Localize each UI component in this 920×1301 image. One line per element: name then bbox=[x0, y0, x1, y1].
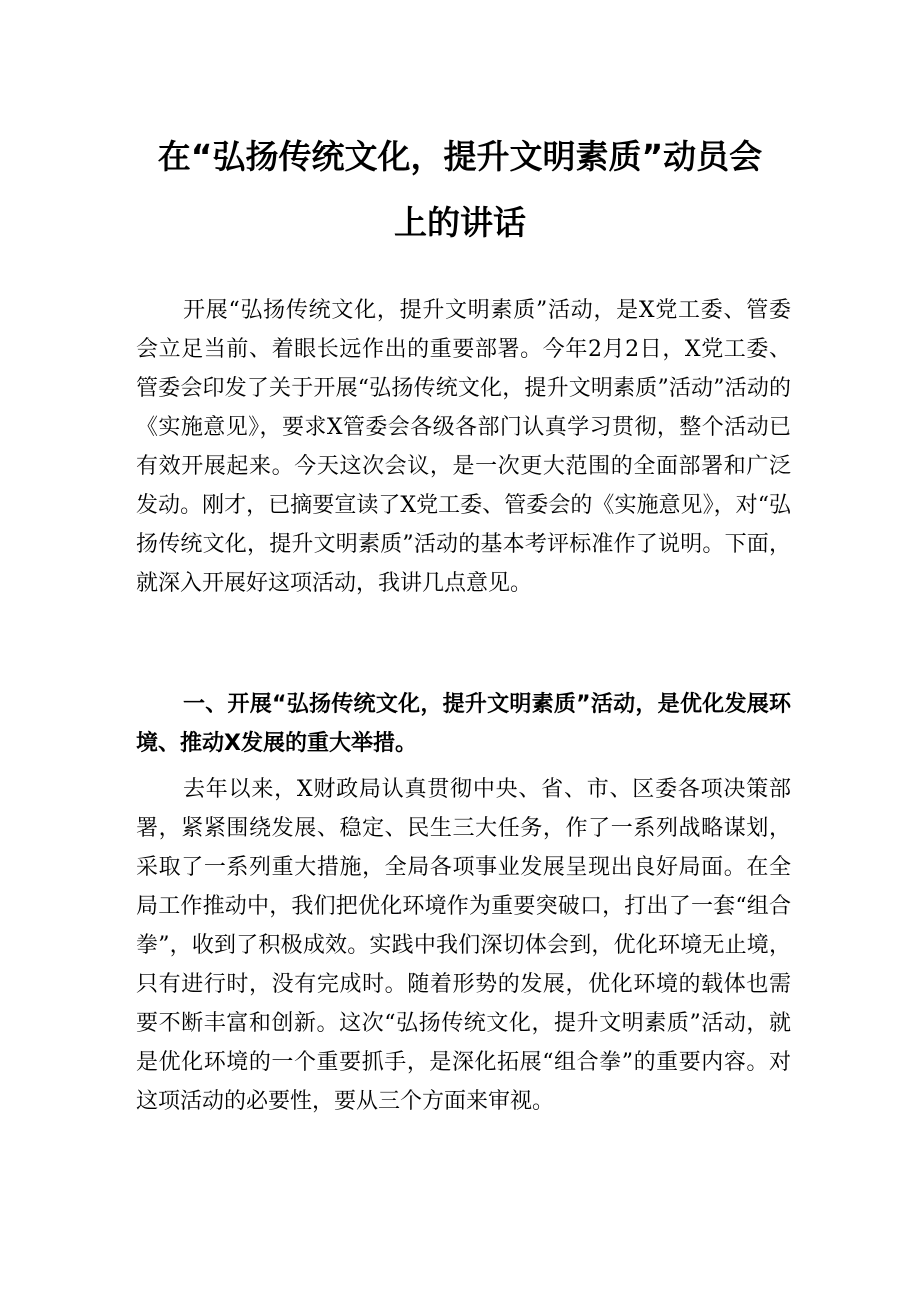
document-title-line-2: 上的讲话 bbox=[394, 203, 526, 242]
document-title-line-1: 在“弘扬传统文化，提升文明素质”动员会 bbox=[157, 137, 763, 176]
section-1-paragraph: 去年以来，X财政局认真贯彻中央、省、市、区委各项决策部署，紧紧围绕发展、稳定、民生三大任务，作了一系列战略谋划，采取了一系列重大措施，全局各项事业发展呈现出良好局面。在全局工作推动中，我们把优化环境作为重要突破口，打出了一套“组合拳”，收到了积极成效。实践中我们深切体会到，优化环境无止境，只有进行时，没有完成时。随着形势的发展，优化环境的载体也需要不断丰富和创新。这次“弘扬传统文化，提升文明素质”活动，就是优化环境的一个重要抓手，是深化拓展“组合拳”的重要内容。对这项活动的必要性，要从三个方面来审视。 bbox=[136, 777, 791, 1114]
section-heading-1: 一、开展“弘扬传统文化，提升文明素质”活动，是优化发展环境、推动X发展的重大举措。 bbox=[136, 692, 791, 756]
intro-paragraph: 开展“弘扬传统文化，提升文明素质”活动，是X党工委、管委会立足当前、着眼长远作出的重要部署。今年2月2日，X党工委、管委会印发了关于开展“弘扬传统文化，提升文明素质”活动”活动的《实施意见》，要求X管委会各级各部门认真学习贯彻，整个活动已有效开展起来。今天这次会议，是一次更大范围的全面部署和广泛发动。刚才，已摘要宣读了X党工委、管委会的《实施意见》，对“弘扬传统文化，提升文明素质”活动的基本考评标准作了说明。下面，就深入开展好这项活动，我讲几点意见。 bbox=[136, 298, 791, 596]
